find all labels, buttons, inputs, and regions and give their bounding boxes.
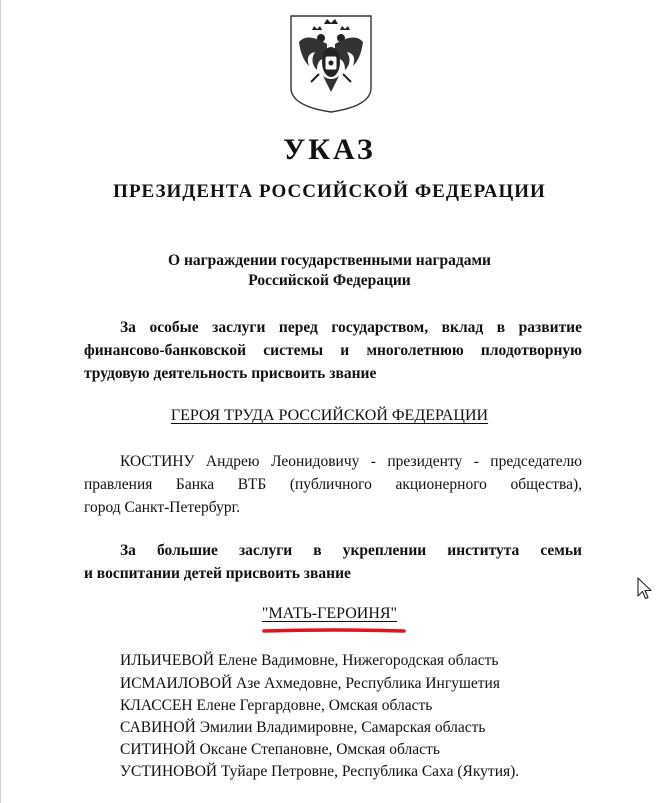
award-title-hero	[0, 407, 659, 425]
decree-subject	[0, 251, 659, 291]
section1-intro-line: За особые заслуги перед государством, вклад в развитие	[120, 319, 582, 336]
award-title-mother	[0, 605, 659, 623]
recipient-line: город Санкт-Петербург.	[84, 499, 241, 516]
recipient-list-item: СИТИНОЙ Оксане Степановне, Омская область	[120, 741, 440, 758]
red-highlight-underline	[262, 628, 406, 634]
recipient-line: правления Банка ВТБ (публичного акционерного общества),	[84, 476, 582, 493]
subject-line: Российской Федерации	[248, 272, 411, 289]
subject-line: О награждении государственными наградами	[168, 252, 491, 269]
recipient-list-item: САВИНОЙ Эмилии Владимировне, Самарская область	[120, 719, 486, 736]
recipient-list-item: ИСМАИЛОВОЙ Азе Ахмедовне, Республика Ингушетия	[120, 675, 500, 692]
document-title: УКАЗ	[283, 133, 376, 166]
coat-of-arms-icon	[287, 14, 375, 114]
award-title-mother-text: "МАТЬ-ГЕРОИНЯ"	[261, 605, 398, 622]
recipient-list-item: ИЛЬИЧЕВОЙ Елене Вадимовне, Нижегородская область	[120, 652, 499, 669]
section1-intro-line: трудовую деятельность присвоить звание	[84, 365, 377, 382]
recipient-list-item: КЛАССЕН Елене Гергардовне, Омская область	[120, 697, 433, 714]
section1-intro-line: финансово-банковской системы и многолетнюю плодотворную	[84, 342, 582, 359]
mouse-pointer-icon	[637, 577, 653, 601]
recipient-list-item: УСТИНОВОЙ Туйаре Петровне, Республика Саха (Якутия).	[120, 763, 520, 780]
section2-intro-line: За большие заслуги в укреплении института семьи	[120, 542, 582, 559]
recipient-line: КОСТИНУ Андрею Леонидовичу - президенту - председателю	[120, 453, 582, 470]
document-subtitle: ПРЕЗИДЕНТА РОССИЙСКОЙ ФЕДЕРАЦИИ	[113, 181, 546, 202]
award-title-hero-text: ГЕРОЯ ТРУДА РОССИЙСКОЙ ФЕДЕРАЦИИ	[170, 407, 489, 424]
section2-intro-line: и воспитании детей присвоить звание	[84, 565, 351, 582]
page-edge	[0, 0, 1, 803]
